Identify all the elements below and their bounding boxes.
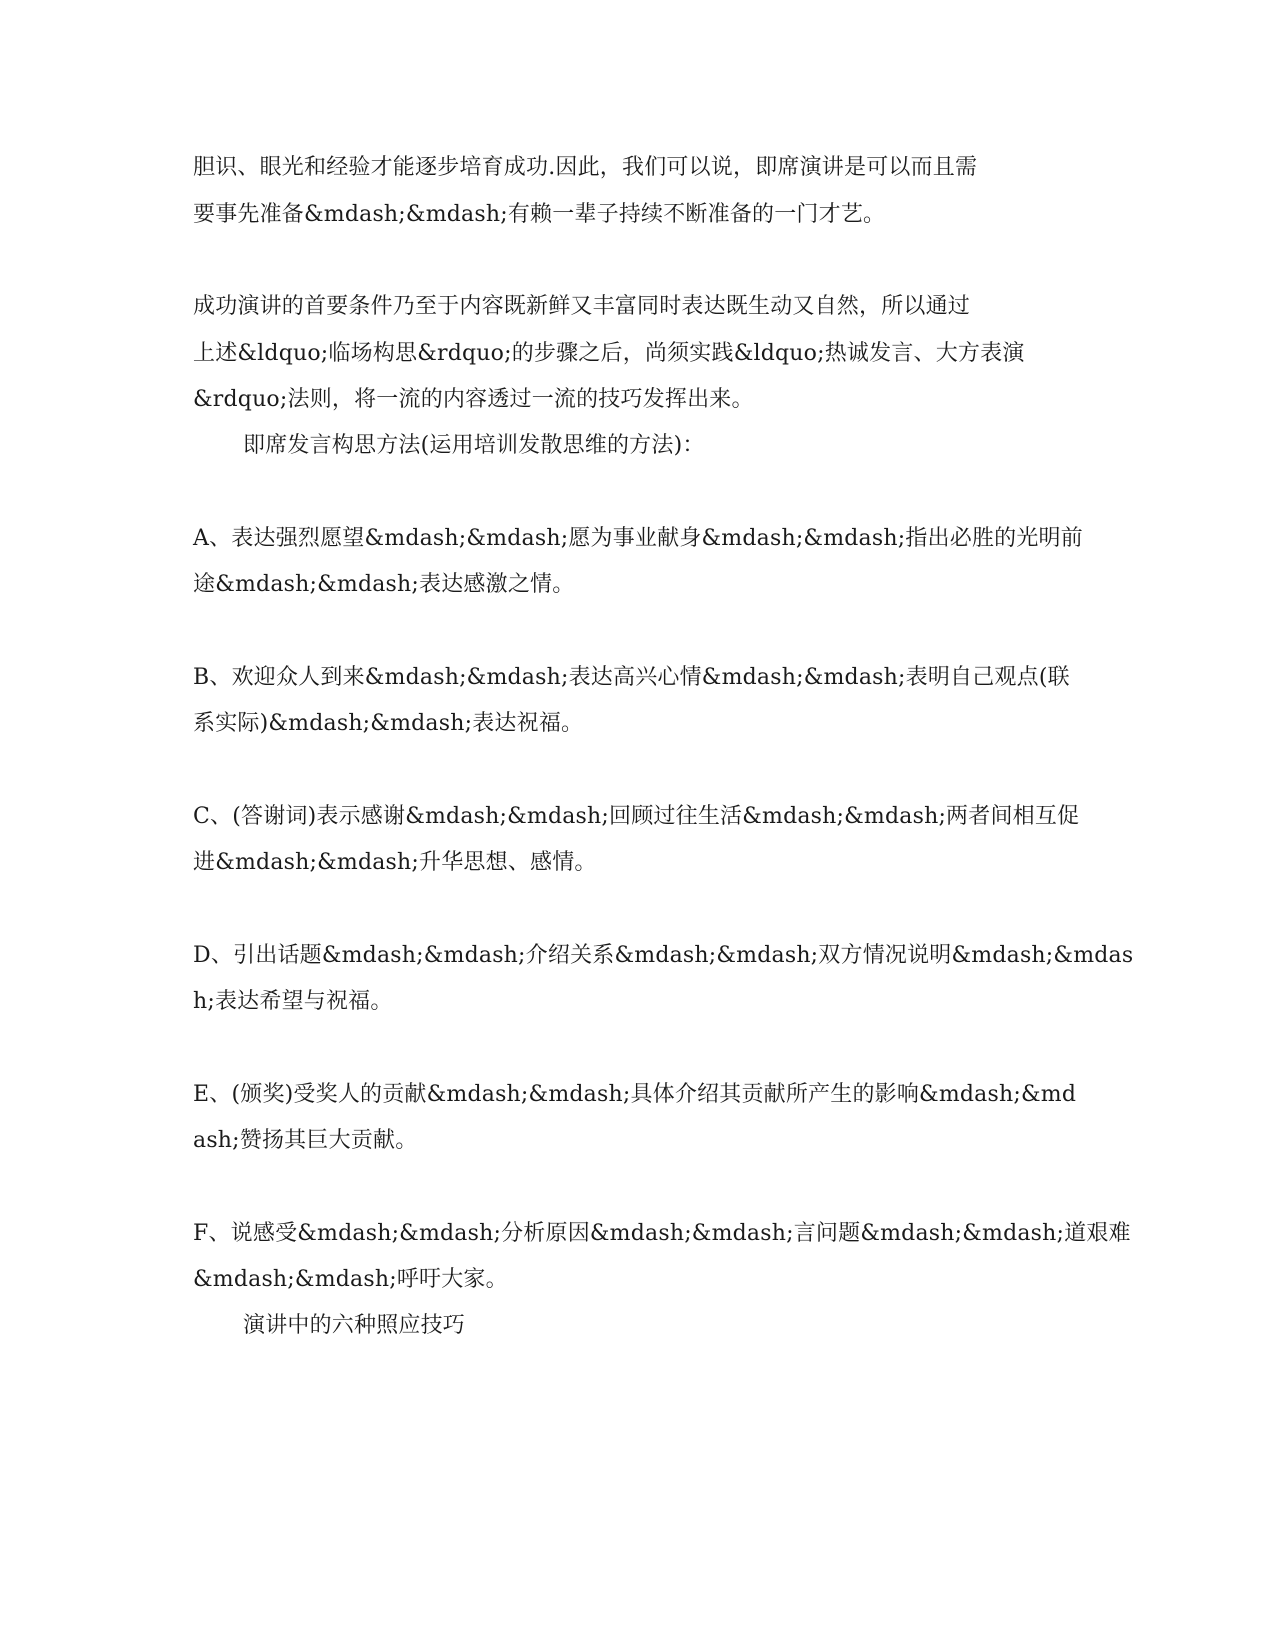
- section-heading: 即席发言构思方法(运用培训发散思维的方法)：: [243, 433, 705, 458]
- list-item-line: 途&mdash;&mdash;表达感激之情。: [193, 572, 575, 597]
- list-item-line: B、欢迎众人到来&mdash;&mdash;表达高兴心情&mdash;&mdash;表明自己观点(联: [193, 665, 1070, 690]
- list-item-line: F、说感受&mdash;&mdash;分析原因&mdash;&mdash;言问题&mdash;&mdash;道艰难: [193, 1221, 1131, 1246]
- text-line: 上述&ldquo;临场构思&rdquo;的步骤之后，尚须实践&ldquo;热诚发言、大方表演: [193, 341, 1025, 366]
- list-item-line: D、引出话题&mdash;&mdash;介绍关系&mdash;&mdash;双方情况说明&mdash;&mdas: [193, 943, 1134, 968]
- list-item-line: h;表达希望与祝福。: [193, 989, 393, 1014]
- text-line: 成功演讲的首要条件乃至于内容既新鲜又丰富同时表达既生动又自然，所以通过: [193, 294, 971, 319]
- list-item-line: E、(颁奖)受奖人的贡献&mdash;&mdash;具体介绍其贡献所产生的影响&mdash;&md: [193, 1082, 1077, 1107]
- list-item-line: A、表达强烈愿望&mdash;&mdash;愿为事业献身&mdash;&mdash;指出必胜的光明前: [193, 526, 1083, 551]
- list-item-line: 进&mdash;&mdash;升华思想、感情。: [193, 850, 597, 875]
- list-item-line: 系实际)&mdash;&mdash;表达祝福。: [193, 711, 584, 736]
- list-item-line: ash;赞扬其巨大贡献。: [193, 1128, 418, 1153]
- list-item-line: C、(答谢词)表示感谢&mdash;&mdash;回顾过往生活&mdash;&mdash;两者间相互促: [193, 804, 1080, 829]
- text-line: 胆识、眼光和经验才能逐步培育成功.因此，我们可以说，即席演讲是可以而且需: [193, 155, 978, 180]
- list-item-line: &mdash;&mdash;呼吁大家。: [193, 1267, 508, 1292]
- text-line: &rdquo;法则，将一流的内容透过一流的技巧发挥出来。: [193, 387, 754, 412]
- text-line: 要事先准备&mdash;&mdash;有赖一辈子持续不断准备的一门才艺。: [193, 202, 886, 227]
- section-heading: 演讲中的六种照应技巧: [243, 1313, 466, 1338]
